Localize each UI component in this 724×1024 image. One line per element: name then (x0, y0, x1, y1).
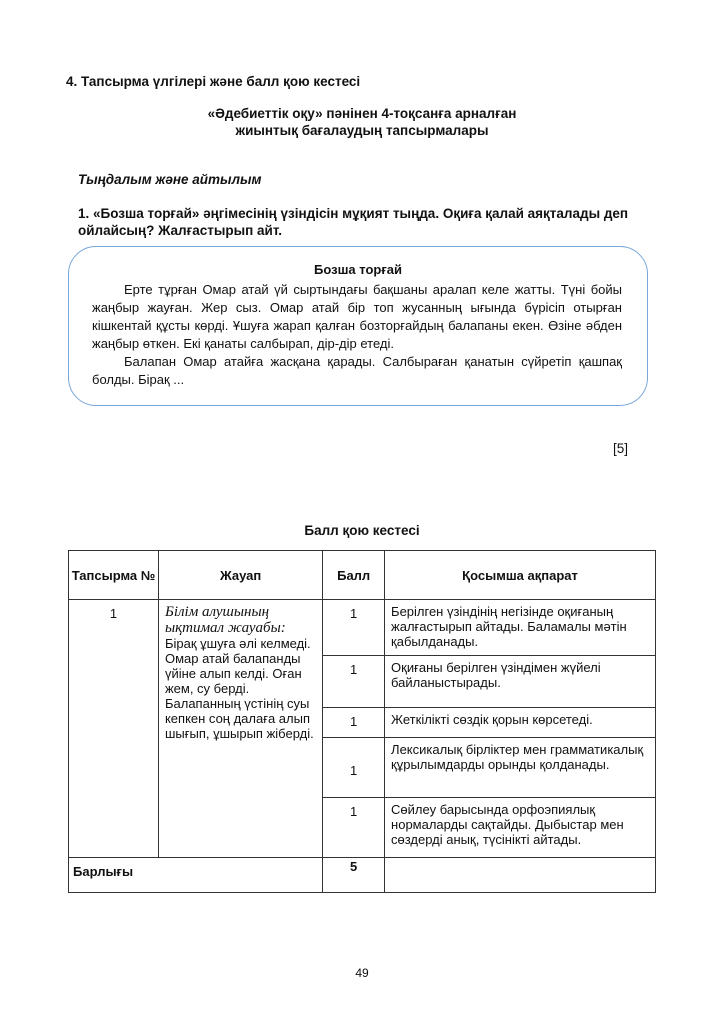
score-cell: 1 (323, 798, 385, 858)
answer-cell (158, 600, 322, 858)
table-title: Балл қою кестесі (304, 523, 420, 538)
document-title (0, 105, 724, 139)
total-value: 5 (323, 858, 385, 893)
marks-label: [5] (613, 441, 629, 456)
passage-paragraph-2: Балапан Омар атайға жасқана қарады. Салбыраған қанатын сүйретіп қашпақ болды. Бірақ ... (92, 354, 622, 387)
answer-text: Бірақ ұшуға әлі келмеді. Омар атай балапанды үйіне алып келді. Оған жем, су берді. Балапанның үстінің суы кепкен соң далаға алып шығып, ұшырып жіберді. (164, 636, 314, 741)
task-number-cell: 1 (69, 600, 159, 858)
info-cell: Оқиғаны берілген үзіндімен жүйелі байланыстырады. (385, 656, 656, 708)
answer-intro: Білім алушының ықтимал жауабы: (164, 604, 286, 636)
section-heading: 4. Тапсырма үлгілері және балл қою кестесі (66, 74, 361, 89)
table-row (69, 600, 656, 656)
subsection-heading: Тыңдалым және айтылым (78, 172, 262, 187)
total-row (69, 858, 656, 893)
header-extra: Қосымша ақпарат (385, 551, 656, 600)
info-cell: Жеткілікті сөздік қорын көрсетеді. (385, 708, 656, 738)
info-cell: Берілген үзіндінің негізінде оқиғаның жалғастырып айтады. Баламалы мәтін қабылданады. (385, 600, 656, 656)
score-cell: 1 (323, 708, 385, 738)
task-instruction-line-2: ойлайсың? Жалғастырып айт. (78, 223, 283, 238)
score-cell: 1 (323, 738, 385, 798)
score-cell: 1 (323, 600, 385, 656)
total-empty-cell (385, 858, 656, 893)
info-cell: Сөйлеу барысында орфоэпиялық нормаларды сақтайды. Дыбыстар мен сөздерді анық, түсінікті айтады. (385, 798, 656, 858)
score-cell: 1 (323, 656, 385, 708)
total-label: Барлығы (69, 858, 323, 893)
passage-paragraph-1: Ерте тұрған Омар атай үй сыртындағы бақшаны аралап келе жатты. Түні бойы жаңбыр жауған. Жер сыз. Омар атай бір топ жусанның ығында бүрісіп отырған кішкентай құсты көрді. Ұшуға жарап қалған бозторғайдың балапаны екен. Өзіне әбден жаңбыр өткен. Екі қанаты салбырап, дір-дір етеді. (92, 282, 622, 351)
document-title-line-1: «Әдебиеттік оқу» пәнінен 4-тоқсанға арналған (207, 106, 517, 121)
passage-title: Бозша торғай (314, 262, 402, 277)
header-score: Балл (323, 551, 385, 600)
document-title-line-2: жиынтық бағалаудың тапсырмалары (235, 123, 489, 138)
header-task: Тапсырма № (69, 551, 159, 600)
page-number: 49 (355, 966, 369, 980)
info-cell: Лексикалық бірліктер мен грамматикалық құрылымдарды орынды қолданады. (385, 738, 656, 798)
scoring-table (68, 550, 656, 893)
passage-text (92, 281, 622, 389)
task-instruction (78, 205, 648, 239)
header-answer: Жауап (158, 551, 322, 600)
table-header-row (69, 551, 656, 600)
task-instruction-line-1: 1. «Бозша торғай» әңгімесінің үзіндісін мұқият тыңда. Оқиға қалай аяқталады деп (78, 206, 629, 221)
